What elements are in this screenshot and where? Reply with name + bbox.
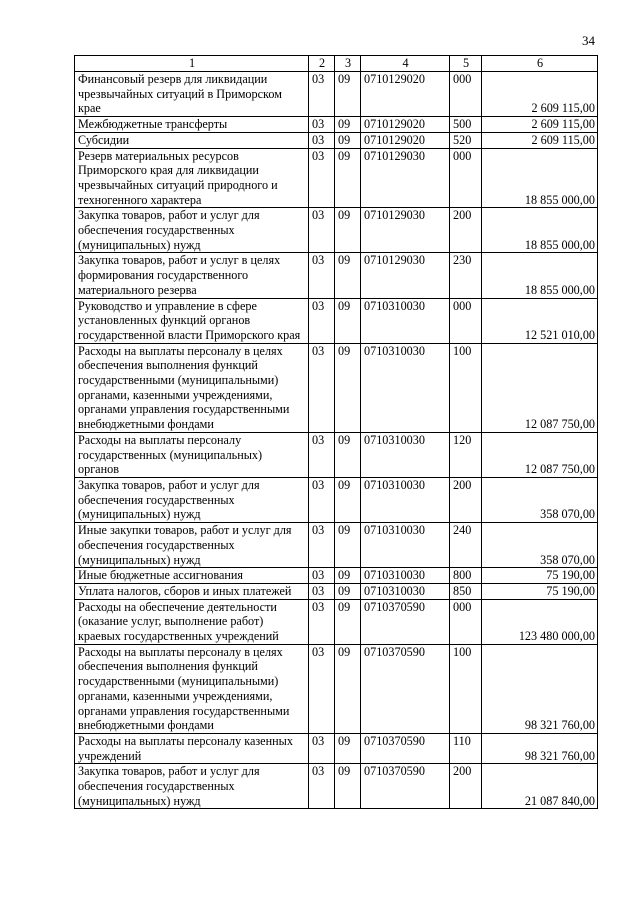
item-name-cell: Уплата налогов, сборов и иных платежей	[75, 583, 309, 599]
item-name-cell: Расходы на выплаты персоналу в целях обеспечения выполнения функций государственными (муниципальными) органами, казенными учреждениями, органами управления государственными внебюджетными фондами	[75, 644, 309, 733]
section-code-cell: 03	[309, 432, 335, 477]
subsection-code-cell: 09	[335, 343, 361, 432]
amount-cell: 358 070,00	[482, 477, 598, 522]
subsection-code-cell: 09	[335, 523, 361, 568]
target-item-code-cell: 0710310030	[361, 523, 450, 568]
table-row	[75, 583, 598, 599]
amount-cell: 2 609 115,00	[482, 132, 598, 148]
target-item-code-cell: 0710310030	[361, 343, 450, 432]
target-item-code-cell: 0710129020	[361, 132, 450, 148]
section-code-cell: 03	[309, 343, 335, 432]
item-name-cell: Закупка товаров, работ и услуг для обеспечения государственных (муниципальных) нужд	[75, 208, 309, 253]
column-header: 4	[361, 56, 450, 72]
amount-cell: 2 609 115,00	[482, 72, 598, 117]
item-name-cell: Закупка товаров, работ и услуг для обеспечения государственных (муниципальных) нужд	[75, 477, 309, 522]
item-name-cell: Финансовый резерв для ликвидации чрезвычайных ситуаций в Приморском крае	[75, 72, 309, 117]
expense-type-code-cell: 000	[450, 298, 482, 343]
table-row	[75, 148, 598, 208]
table-row	[75, 568, 598, 584]
column-header: 2	[309, 56, 335, 72]
section-code-cell: 03	[309, 208, 335, 253]
page-number: 34	[582, 33, 595, 48]
section-code-cell: 03	[309, 583, 335, 599]
amount-cell: 12 087 750,00	[482, 343, 598, 432]
target-item-code-cell: 0710310030	[361, 583, 450, 599]
expense-type-code-cell: 000	[450, 72, 482, 117]
column-header: 6	[482, 56, 598, 72]
amount-cell: 18 855 000,00	[482, 253, 598, 298]
target-item-code-cell: 0710310030	[361, 568, 450, 584]
table-row	[75, 253, 598, 298]
item-name-cell: Иные закупки товаров, работ и услуг для обеспечения государственных (муниципальных) нужд	[75, 523, 309, 568]
table-header-row	[75, 56, 598, 72]
target-item-code-cell: 0710370590	[361, 599, 450, 644]
amount-cell: 98 321 760,00	[482, 733, 598, 763]
target-item-code-cell: 0710370590	[361, 733, 450, 763]
item-name-cell: Закупка товаров, работ и услуг для обеспечения государственных (муниципальных) нужд	[75, 764, 309, 809]
target-item-code-cell: 0710129020	[361, 117, 450, 133]
item-name-cell: Расходы на выплаты персоналу казенных учреждений	[75, 733, 309, 763]
expense-type-code-cell: 850	[450, 583, 482, 599]
section-code-cell: 03	[309, 733, 335, 763]
expense-type-code-cell: 120	[450, 432, 482, 477]
target-item-code-cell: 0710129030	[361, 253, 450, 298]
item-name-cell: Расходы на обеспечение деятельности (оказание услуг, выполнение работ) краевых государственных учреждений	[75, 599, 309, 644]
table-row	[75, 208, 598, 253]
table-row	[75, 733, 598, 763]
table-row	[75, 599, 598, 644]
amount-cell: 18 855 000,00	[482, 208, 598, 253]
item-name-cell: Межбюджетные трансферты	[75, 117, 309, 133]
target-item-code-cell: 0710129020	[361, 72, 450, 117]
subsection-code-cell: 09	[335, 599, 361, 644]
subsection-code-cell: 09	[335, 568, 361, 584]
item-name-cell: Субсидии	[75, 132, 309, 148]
section-code-cell: 03	[309, 764, 335, 809]
expense-type-code-cell: 200	[450, 208, 482, 253]
item-name-cell: Расходы на выплаты персоналу государственных (муниципальных) органов	[75, 432, 309, 477]
section-code-cell: 03	[309, 523, 335, 568]
subsection-code-cell: 09	[335, 208, 361, 253]
column-header: 1	[75, 56, 309, 72]
subsection-code-cell: 09	[335, 477, 361, 522]
amount-cell: 12 087 750,00	[482, 432, 598, 477]
subsection-code-cell: 09	[335, 764, 361, 809]
section-code-cell: 03	[309, 644, 335, 733]
item-name-cell: Расходы на выплаты персоналу в целях обеспечения выполнения функций государственными (муниципальными) органами, казенными учреждениями, органами управления государственными внебюджетными фондами	[75, 343, 309, 432]
amount-cell: 98 321 760,00	[482, 644, 598, 733]
section-code-cell: 03	[309, 132, 335, 148]
subsection-code-cell: 09	[335, 644, 361, 733]
expense-type-code-cell: 100	[450, 644, 482, 733]
expense-type-code-cell: 200	[450, 764, 482, 809]
section-code-cell: 03	[309, 72, 335, 117]
subsection-code-cell: 09	[335, 148, 361, 208]
expense-type-code-cell: 800	[450, 568, 482, 584]
table-row	[75, 432, 598, 477]
target-item-code-cell: 0710370590	[361, 644, 450, 733]
table-row	[75, 117, 598, 133]
amount-cell: 12 521 010,00	[482, 298, 598, 343]
expense-type-code-cell: 230	[450, 253, 482, 298]
amount-cell: 2 609 115,00	[482, 117, 598, 133]
item-name-cell: Руководство и управление в сфере установленных функций органов государственной власти Приморского края	[75, 298, 309, 343]
subsection-code-cell: 09	[335, 733, 361, 763]
subsection-code-cell: 09	[335, 132, 361, 148]
section-code-cell: 03	[309, 253, 335, 298]
target-item-code-cell: 0710310030	[361, 432, 450, 477]
column-header: 5	[450, 56, 482, 72]
target-item-code-cell: 0710310030	[361, 477, 450, 522]
target-item-code-cell: 0710370590	[361, 764, 450, 809]
expense-type-code-cell: 110	[450, 733, 482, 763]
table-row	[75, 477, 598, 522]
table-row	[75, 343, 598, 432]
subsection-code-cell: 09	[335, 298, 361, 343]
expense-type-code-cell: 000	[450, 148, 482, 208]
amount-cell: 358 070,00	[482, 523, 598, 568]
expense-type-code-cell: 000	[450, 599, 482, 644]
column-header: 3	[335, 56, 361, 72]
item-name-cell: Иные бюджетные ассигнования	[75, 568, 309, 584]
table-row	[75, 298, 598, 343]
table-row	[75, 132, 598, 148]
section-code-cell: 03	[309, 477, 335, 522]
budget-table	[74, 55, 598, 809]
expense-type-code-cell: 500	[450, 117, 482, 133]
table-row	[75, 644, 598, 733]
subsection-code-cell: 09	[335, 253, 361, 298]
item-name-cell: Резерв материальных ресурсов Приморского края для ликвидации чрезвычайных ситуаций природного и техногенного характера	[75, 148, 309, 208]
subsection-code-cell: 09	[335, 432, 361, 477]
table-body	[75, 72, 598, 809]
subsection-code-cell: 09	[335, 117, 361, 133]
amount-cell: 75 190,00	[482, 568, 598, 584]
amount-cell: 75 190,00	[482, 583, 598, 599]
expense-type-code-cell: 200	[450, 477, 482, 522]
table-row	[75, 764, 598, 809]
target-item-code-cell: 0710310030	[361, 298, 450, 343]
item-name-cell: Закупка товаров, работ и услуг в целях формирования государственного материального резерва	[75, 253, 309, 298]
amount-cell: 21 087 840,00	[482, 764, 598, 809]
amount-cell: 18 855 000,00	[482, 148, 598, 208]
table-row	[75, 72, 598, 117]
target-item-code-cell: 0710129030	[361, 208, 450, 253]
section-code-cell: 03	[309, 568, 335, 584]
expense-type-code-cell: 240	[450, 523, 482, 568]
subsection-code-cell: 09	[335, 583, 361, 599]
section-code-cell: 03	[309, 298, 335, 343]
section-code-cell: 03	[309, 148, 335, 208]
amount-cell: 123 480 000,00	[482, 599, 598, 644]
expense-type-code-cell: 100	[450, 343, 482, 432]
table-row	[75, 523, 598, 568]
subsection-code-cell: 09	[335, 72, 361, 117]
expense-type-code-cell: 520	[450, 132, 482, 148]
section-code-cell: 03	[309, 117, 335, 133]
section-code-cell: 03	[309, 599, 335, 644]
target-item-code-cell: 0710129030	[361, 148, 450, 208]
